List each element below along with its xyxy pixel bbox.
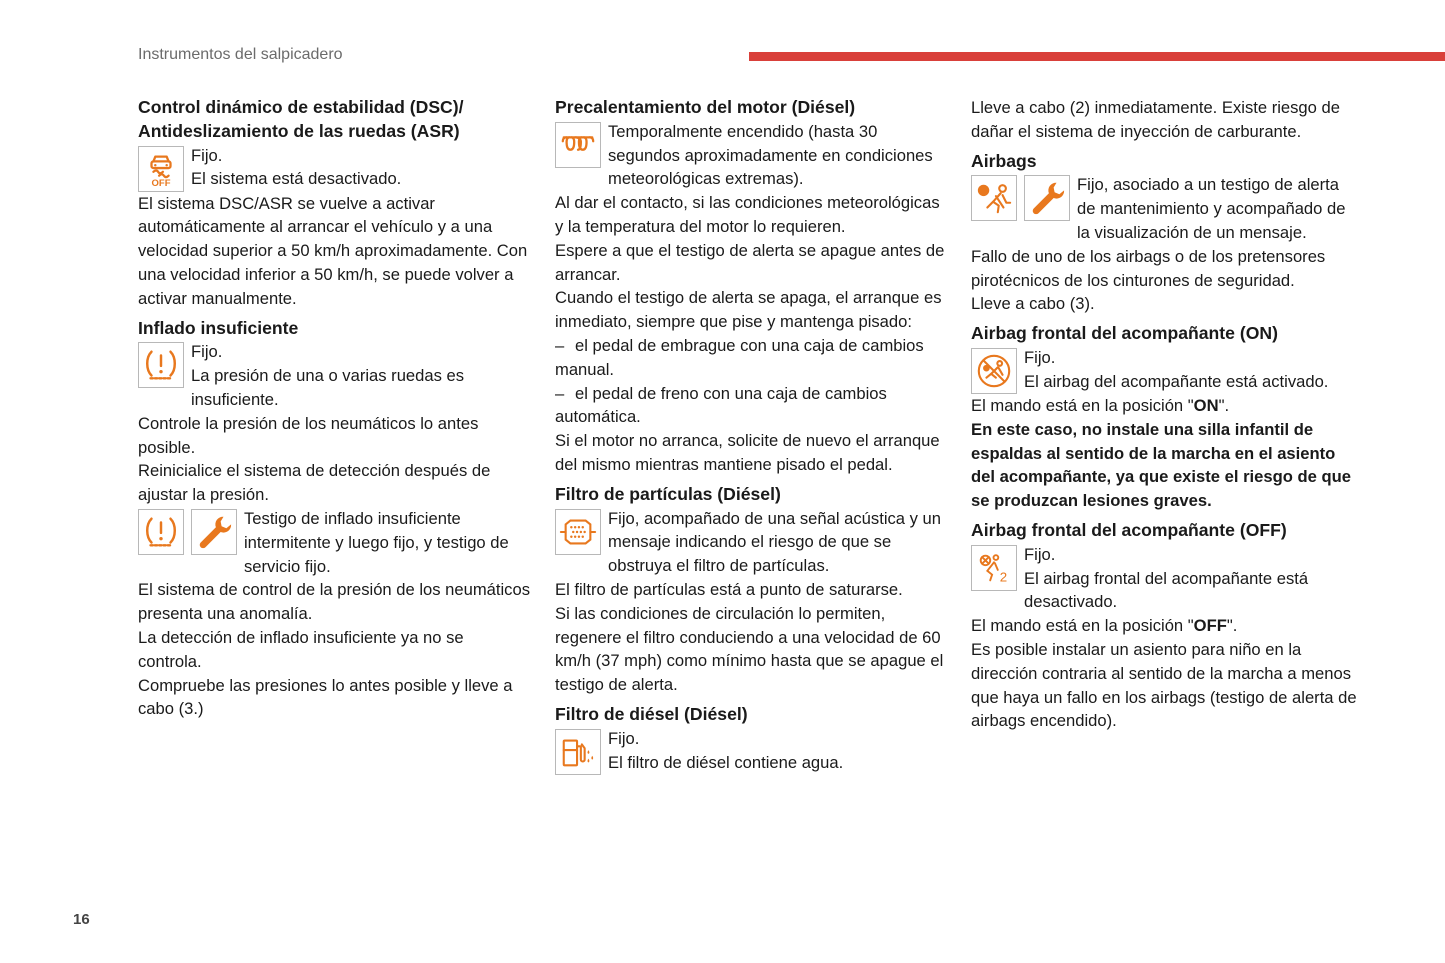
airbags-line: Fijo, asociado a un testigo de alerta de mantenimiento y acompañado de la visualización de un mensaje.: [1077, 175, 1346, 242]
section-title-airbag-off: Airbag frontal del acompañante (OFF): [971, 519, 1287, 540]
fuel-filter-state: Fijo.: [608, 728, 640, 748]
tyre-combo-text: Testigo de inflado insuficiente intermitente y luego fijo, y testigo de servicio fijo.: [244, 508, 509, 576]
airbag-off-line: El airbag frontal del acompañante está desactivado.: [1024, 568, 1309, 612]
fuel-filter-line: El filtro de diésel contiene agua.: [608, 752, 844, 772]
tyre-body5: Compruebe las presiones lo antes posible y lleve a cabo (3.): [138, 675, 513, 719]
tyre-body2: Reinicialice el sistema de detección después de ajustar la presión.: [138, 461, 491, 505]
preheat-list-item: – el pedal de freno con una caja de cambios automática.: [555, 383, 887, 427]
svg-text:OFF: OFF: [151, 177, 171, 188]
preheat-body2: Espere a que el testigo de alerta se apague antes de arrancar.: [555, 240, 945, 284]
tyre-pressure-icon: [138, 509, 184, 555]
column-right: [971, 96, 1361, 733]
tyre-body1: Controle la presión de los neumáticos lo antes posible.: [138, 413, 479, 457]
dpf-body2: Si las condiciones de circulación lo permiten, regenere el filtro conduciendo a una velocidad de 60 km/h (37 mph) como mínimo hasta que se apague el testigo de alerta.: [555, 603, 944, 695]
airbag-on-warning: En este caso, no instale una silla infantil de espaldas al sentido de la marcha en el asiento del acompañante, ya que existe el riesgo de que se produzcan lesiones graves.: [971, 419, 1351, 511]
tyre-body4: La detección de inflado insuficiente ya no se controla.: [138, 627, 464, 671]
dsc-state: Fijo.: [191, 145, 223, 165]
airbag-off-body: Es posible instalar un asiento para niño en la dirección contraria al sentido de la marcha a menos que haya un fallo en los airbags (testigo de alerta de airbags encendido).: [971, 639, 1357, 731]
section-title-fuel-filter: Filtro de diésel (Diésel): [555, 703, 748, 724]
airbag-on-line: El airbag del acompañante está activado.: [1024, 371, 1329, 391]
svg-text:2: 2: [999, 569, 1008, 585]
wrench-icon: [1024, 175, 1070, 221]
preheat-body1: Al dar el contacto, si las condiciones meteorológicas y la temperatura del motor lo requieren.: [555, 193, 940, 236]
section-title-airbags: Airbags: [971, 150, 1037, 171]
preheat-body4: Si el motor no arranca, solicite de nuevo el arranque del mismo mientras mantiene pisado el pedal.: [555, 431, 940, 474]
dsc-body: El sistema DSC/ASR se vuelve a activar automáticamente al arrancar el vehículo y a una velocidad superior a 50 km/h aproximadamente. Con una velocidad inferior a 50 km/h, se puede volver a activar manualmente.: [138, 193, 528, 308]
header-accent-bar: [749, 52, 1445, 61]
section-title-dsc: Control dinámico de estabilidad (DSC)/ Antideslizamiento de las ruedas (ASR): [138, 97, 464, 141]
airbag-on-state: Fijo.: [1024, 347, 1056, 367]
col3-intro: Lleve a cabo (2) inmediatamente. Existe riesgo de dañar el sistema de inyección de carburante.: [971, 98, 1340, 141]
airbag-icon: [971, 175, 1017, 221]
tyre-line: La presión de una o varias ruedas es insuficiente.: [191, 366, 465, 409]
section-title-dpf: Filtro de partículas (Diésel): [555, 483, 781, 504]
tyre-state: Fijo.: [191, 342, 223, 362]
page-header-title: Instrumentos del salpicadero: [138, 46, 343, 63]
water-in-diesel-icon: [555, 729, 601, 775]
preheat-line: Temporalmente encendido (hasta 30 segundos aproximadamente en condiciones meteorológicas extremas).: [608, 121, 933, 189]
tyre-body3: El sistema de control de la presión de los neumáticos presenta una anomalía.: [138, 580, 531, 624]
airbag-off-icon: [971, 545, 1017, 591]
dsc-line: El sistema está desactivado.: [191, 169, 402, 189]
particle-filter-icon: [555, 509, 601, 555]
airbags-body1: Fallo de uno de los airbags o de los pretensores pirotécnicos de los cinturones de seguridad.: [971, 246, 1326, 290]
airbag-on-icon: [971, 348, 1017, 394]
column-middle: [555, 96, 947, 775]
tyre-pressure-icon: [138, 342, 184, 388]
airbag-off-state: Fijo.: [1024, 544, 1056, 564]
section-title-tyre: Inflado insuficiente: [138, 317, 299, 338]
preheat-list-item: – el pedal de embrague con una caja de cambios manual.: [555, 335, 924, 379]
wrench-icon: [191, 509, 237, 555]
dpf-body1: El filtro de partículas está a punto de saturarse.: [555, 579, 903, 599]
airbags-body2: Lleve a cabo (3).: [971, 294, 1095, 314]
dpf-line: Fijo, acompañado de una señal acústica y un mensaje indicando el riesgo de que se obstruya el filtro de partículas.: [608, 508, 942, 576]
column-left: [138, 96, 530, 721]
airbag-off-position: El mando está en la posición "OFF".: [971, 616, 1238, 636]
airbag-on-position: El mando está en la posición "ON".: [971, 395, 1230, 415]
section-title-preheat: Precalentamiento del motor (Diésel): [555, 97, 856, 117]
section-title-airbag-on: Airbag frontal del acompañante (ON): [971, 323, 1278, 344]
preheat-body3: Cuando el testigo de alerta se apaga, el arranque es inmediato, siempre que pise y mantenga pisado:: [555, 288, 942, 332]
glow-plug-icon: [555, 122, 601, 168]
page-number: 16: [73, 911, 90, 928]
esc-off-icon: [138, 146, 184, 192]
